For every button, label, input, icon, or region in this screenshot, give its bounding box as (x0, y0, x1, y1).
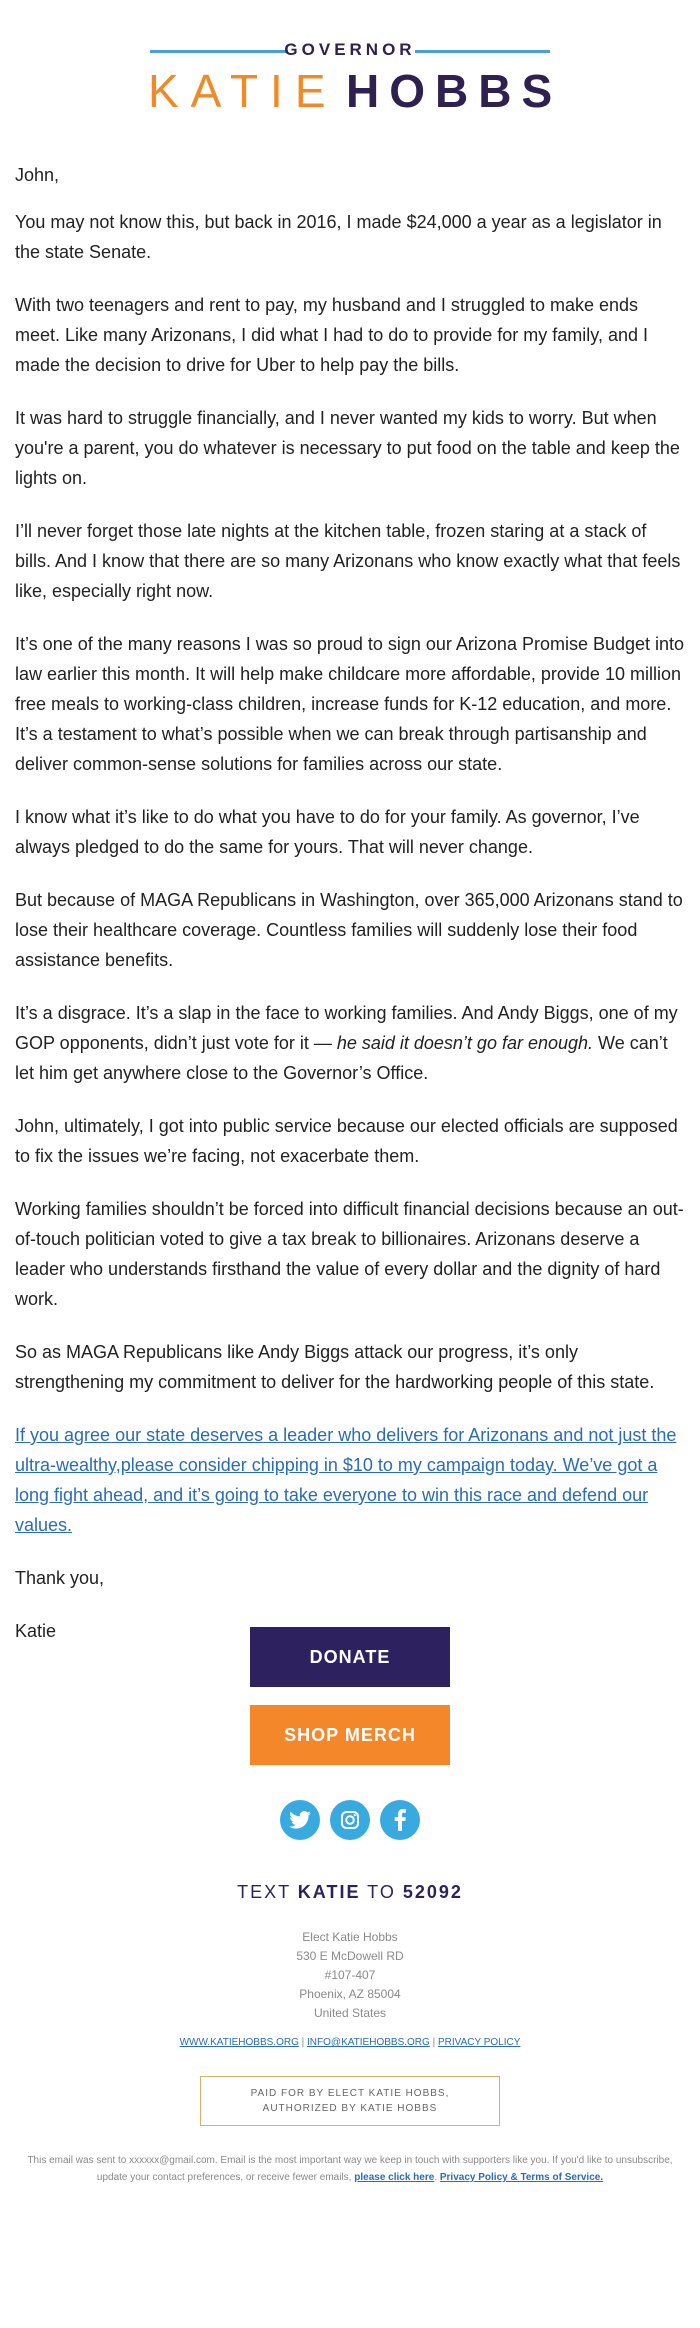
paragraph-11: So as MAGA Republicans like Andy Biggs attack our progress, it’s only strengthening my commitment to deliver for the hardworking people of this state. (15, 1342, 655, 1392)
donate-text-link[interactable]: If you agree our state deserves a leader who delivers for Arizonans and not just the ultra-wealthy,please consider chipping in $10 to my campaign today. We’ve got a long fight ahead, and it’s going to take everyone to win this race and defend our values. (15, 1425, 677, 1535)
logo-last-name-text: HOBBS (346, 65, 563, 117)
text-number: 52092 (402, 1882, 463, 1902)
text-keyword: KATIE (297, 1882, 361, 1902)
address-org: Elect Katie Hobbs (302, 1930, 398, 1944)
email-link[interactable]: INFO@KATIEHOBBS.ORG (307, 2037, 430, 2048)
paragraph-8-end: We can’t let him get anywhere close to the Governor’s Office. (15, 1033, 668, 1083)
address-city: Phoenix, AZ 85004 (299, 1987, 401, 2001)
text-to: TO (367, 1882, 396, 1902)
link-separator: | (301, 2037, 305, 2048)
donate-button[interactable]: DONATE (250, 1627, 450, 1687)
privacy-policy-link[interactable]: PRIVACY POLICY (437, 2037, 521, 2048)
website-link[interactable]: WWW.KATIEHOBBS.ORG (179, 2037, 299, 2048)
paragraph-1: You may not know this, but back in 2016, I made $24,000 a year as a legislator in the state Senate. (15, 212, 662, 262)
cta-paragraph (15, 1420, 685, 1540)
unsubscribe-text: This email was sent to xxxxxx@gmail.com. Email is the most important way we keep in touch with supporters like you. If you'd like to unsubscribe, update your contact preferences, or receive fewer emails, (27, 2155, 673, 2183)
signature: Katie (15, 1621, 57, 1641)
letter-body (15, 160, 685, 1669)
unsubscribe-link[interactable]: please click here (354, 2172, 435, 2183)
text-to-join (0, 1882, 700, 1903)
paragraph-3: It was hard to struggle financially, and I never wanted my kids to worry. But when you're a parent, you do whatever is necessary to put food on the table and keep the lights on. (15, 408, 680, 488)
instagram-icon[interactable] (330, 1800, 370, 1840)
paragraph-8-start: It’s a disgrace. It’s a slap in the face to working families. And Andy Biggs, one of my GOP opponents, didn’t just vote for it — (15, 1003, 678, 1053)
address-suite: #107-407 (324, 1968, 376, 1982)
facebook-icon[interactable] (380, 1800, 420, 1840)
paragraph-7: But because of MAGA Republicans in Washington, over 365,000 Arizonans stand to lose their healthcare coverage. Countless families will suddenly lose their food assistance benefits. (15, 890, 683, 970)
paid-for-disclaimer (200, 2076, 500, 2126)
footer-links (0, 2037, 700, 2048)
logo-governor-text: GOVERNOR (284, 40, 416, 59)
text-prefix: TEXT (237, 1882, 291, 1902)
paragraph-9: John, ultimately, I got into public service because our elected officials are supposed to fix the issues we’re facing, not exacerbate them. (15, 1116, 678, 1166)
shop-merch-button[interactable]: SHOP MERCH (250, 1705, 450, 1765)
greeting: John, (15, 165, 60, 185)
address-country: United States (313, 2006, 387, 2020)
closing: Thank you, (15, 1568, 105, 1588)
paid-for-line-2: AUTHORIZED BY KATIE HOBBS (262, 2103, 438, 2114)
address-street: 530 E McDowell RD (296, 1949, 404, 1963)
paragraph-4: I’ll never forget those late nights at the kitchen table, frozen staring at a stack of bills. And I know that there are so many Arizonans who know exactly what that feels like, especially right now. (15, 521, 681, 601)
twitter-icon[interactable] (280, 1800, 320, 1840)
logo-last-name (346, 67, 562, 115)
paid-for-line-1: PAID FOR BY ELECT KATIE HOBBS, (250, 2088, 450, 2099)
logo-first-name: KATIE (148, 65, 338, 117)
paragraph-5: It’s one of the many reasons I was so proud to sign our Arizona Promise Budget into law earlier this month. It will help make childcare more affordable, provide 10 million free meals to working-class children, increase funds for K-12 education, and more. It’s a testament to what’s possible when we can break through partisanship and deliver common-sense solutions for families across our state. (15, 634, 685, 774)
footer-dot: . (434, 2172, 438, 2183)
paragraph-2: With two teenagers and rent to pay, my husband and I struggled to make ends meet. Like many Arizonans, I did what I had to do to provide for my family, and I made the decision to drive for Uber to help pay the bills. (15, 295, 648, 375)
campaign-logo (0, 40, 700, 117)
social-links (0, 1800, 700, 1840)
paragraph-8 (15, 998, 685, 1088)
paragraph-6: I know what it’s like to do what you have to do for your family. As governor, I’ve always pledged to do the same for yours. That will never change. (15, 807, 640, 857)
unsubscribe-notice (25, 2152, 675, 2186)
terms-link[interactable]: Privacy Policy & Terms of Service. (439, 2172, 604, 2183)
paragraph-8-emphasis: he said it doesn’t go far enough. (336, 1033, 594, 1053)
paragraph-10: Working families shouldn’t be forced into difficult financial decisions because an out-of-touch politician voted to give a tax break to billionaires. Arizonans deserve a leader who understands firsthand the value of every dollar and the dignity of hard work. (15, 1199, 684, 1309)
mailing-address (0, 1928, 700, 2023)
link-separator: | (432, 2037, 436, 2048)
logo-name (0, 67, 700, 115)
